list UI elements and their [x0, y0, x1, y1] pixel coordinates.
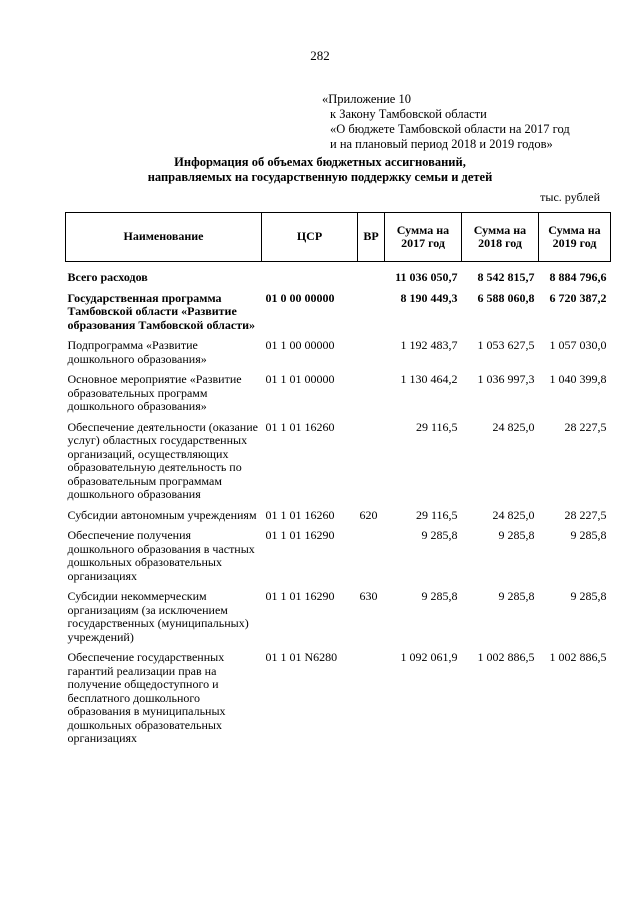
cell-vr: 620	[359, 507, 378, 522]
appendix-line: к Закону Тамбовской области	[330, 107, 487, 121]
cell-sum-2018: 1 002 886,5	[477, 650, 535, 664]
cell-sum-2019: 28 227,5	[564, 419, 607, 434]
cell-sum-2018: 8 542 815,7	[477, 270, 535, 284]
table-row	[66, 506, 611, 527]
cell-sum-2019: 9 285,8	[570, 589, 607, 603]
header-sum-2017: Сумма на 2017 год	[385, 213, 462, 262]
header-sum-2018: Сумма на 2018 год	[462, 213, 539, 262]
cell-sum-2019: 9 285,8	[570, 528, 607, 542]
cell-vr	[358, 289, 385, 337]
page-number: 282	[310, 48, 330, 63]
title-line: Информация об объемах бюджетных ассигнований,	[174, 155, 466, 169]
cell-vr	[358, 262, 385, 289]
cell-sum-2017: 8 190 449,3	[400, 290, 458, 305]
cell-sum-2019: 6 720 387,2	[549, 290, 607, 305]
cell-sum-2018: 9 285,8	[498, 528, 535, 542]
cell-sum-2017: 1 192 483,7	[400, 338, 458, 352]
cell-csr	[262, 262, 358, 289]
cell-sum-2019: 8 884 796,6	[549, 270, 607, 284]
cell-csr: 01 1 01 N6280	[265, 650, 338, 664]
cell-sum-2017: 1 130 464,2	[400, 372, 458, 386]
cell-sum-2017: 9 285,8	[421, 589, 458, 603]
cell-sum-2018: 1 053 627,5	[477, 338, 535, 352]
cell-name: Обеспечение получения дошкольного образования в частных дошкольных образовательных организациях	[67, 528, 255, 583]
cell-sum-2018: 9 285,8	[498, 589, 535, 603]
cell-sum-2017: 29 116,5	[415, 507, 458, 522]
cell-name: Обеспечение государственных гарантий реализации прав на получение общедоступного и бесплатного дошкольного образования в муниципальных дошкольных образовательных организациях	[67, 650, 226, 745]
header-name: Наименование	[66, 213, 262, 262]
cell-vr	[358, 370, 385, 418]
cell-sum-2019: 1 040 399,8	[549, 372, 607, 386]
cell-vr: 630	[359, 589, 378, 603]
cell-name: Всего расходов	[67, 270, 148, 284]
cell-name: Обеспечение деятельности (оказание услуг) областных государственных организаций, осуществляющих образовательную деятельность по образовательным программам дошкольного образования	[67, 419, 258, 501]
cell-csr: 01 1 01 16290	[265, 589, 335, 603]
budget-table	[65, 212, 611, 750]
table-row	[66, 587, 611, 648]
appendix-line: «Приложение 10	[322, 92, 411, 106]
cell-sum-2017: 11 036 050,7	[395, 270, 458, 284]
cell-csr: 01 1 01 16290	[265, 528, 335, 542]
cell-vr	[358, 418, 385, 506]
cell-name: Субсидии некоммерческим организациям (за исключением государственных (муниципальных) учреждений)	[67, 589, 249, 644]
cell-name: Основное мероприятие «Развитие образовательных программ дошкольного образования»	[67, 372, 242, 413]
cell-csr: 01 0 00 00000	[265, 290, 335, 305]
table-row	[66, 418, 611, 506]
table-row	[66, 370, 611, 418]
cell-vr	[358, 336, 385, 370]
cell-sum-2019: 1 002 886,5	[549, 650, 607, 664]
table-header-row	[66, 213, 611, 262]
table-row-total	[66, 262, 611, 289]
cell-sum-2018: 24 825,0	[492, 419, 535, 434]
cell-sum-2018: 24 825,0	[492, 507, 535, 522]
cell-csr: 01 1 01 16260	[265, 419, 335, 434]
cell-sum-2018: 6 588 060,8	[477, 290, 535, 305]
cell-name: Субсидии автономным учреждениям	[67, 507, 257, 522]
cell-sum-2018: 1 036 997,3	[477, 372, 535, 386]
table-row	[66, 648, 611, 750]
cell-sum-2019: 28 227,5	[564, 507, 607, 522]
header-sum-2019: Сумма на 2019 год	[539, 213, 611, 262]
cell-name: Подпрограмма «Развитие дошкольного образования»	[67, 338, 207, 366]
cell-vr	[358, 648, 385, 750]
table-row	[66, 526, 611, 587]
document-title	[0, 155, 640, 185]
table-row	[66, 336, 611, 370]
units-label: тыс. рублей	[540, 190, 600, 204]
appendix-line: и на плановый период 2018 и 2019 годов»	[330, 137, 553, 151]
cell-name: Государственная программа Тамбовской области «Развитие образования Тамбовской области»	[67, 290, 256, 332]
cell-sum-2017: 9 285,8	[421, 528, 458, 542]
appendix-line: «О бюджете Тамбовской области на 2017 год	[330, 122, 570, 136]
header-vr: ВР	[358, 213, 385, 262]
appendix-header	[322, 92, 570, 152]
cell-sum-2017: 1 092 061,9	[400, 650, 458, 664]
cell-vr	[358, 526, 385, 587]
cell-csr: 01 1 01 16260	[265, 507, 335, 522]
cell-sum-2017: 29 116,5	[415, 419, 458, 434]
cell-sum-2019: 1 057 030,0	[549, 338, 607, 352]
table-row	[66, 289, 611, 337]
title-line: направляемых на государственную поддержку семьи и детей	[147, 170, 493, 184]
cell-csr: 01 1 01 00000	[265, 372, 335, 386]
cell-csr: 01 1 00 00000	[265, 338, 335, 352]
header-csr: ЦСР	[262, 213, 358, 262]
